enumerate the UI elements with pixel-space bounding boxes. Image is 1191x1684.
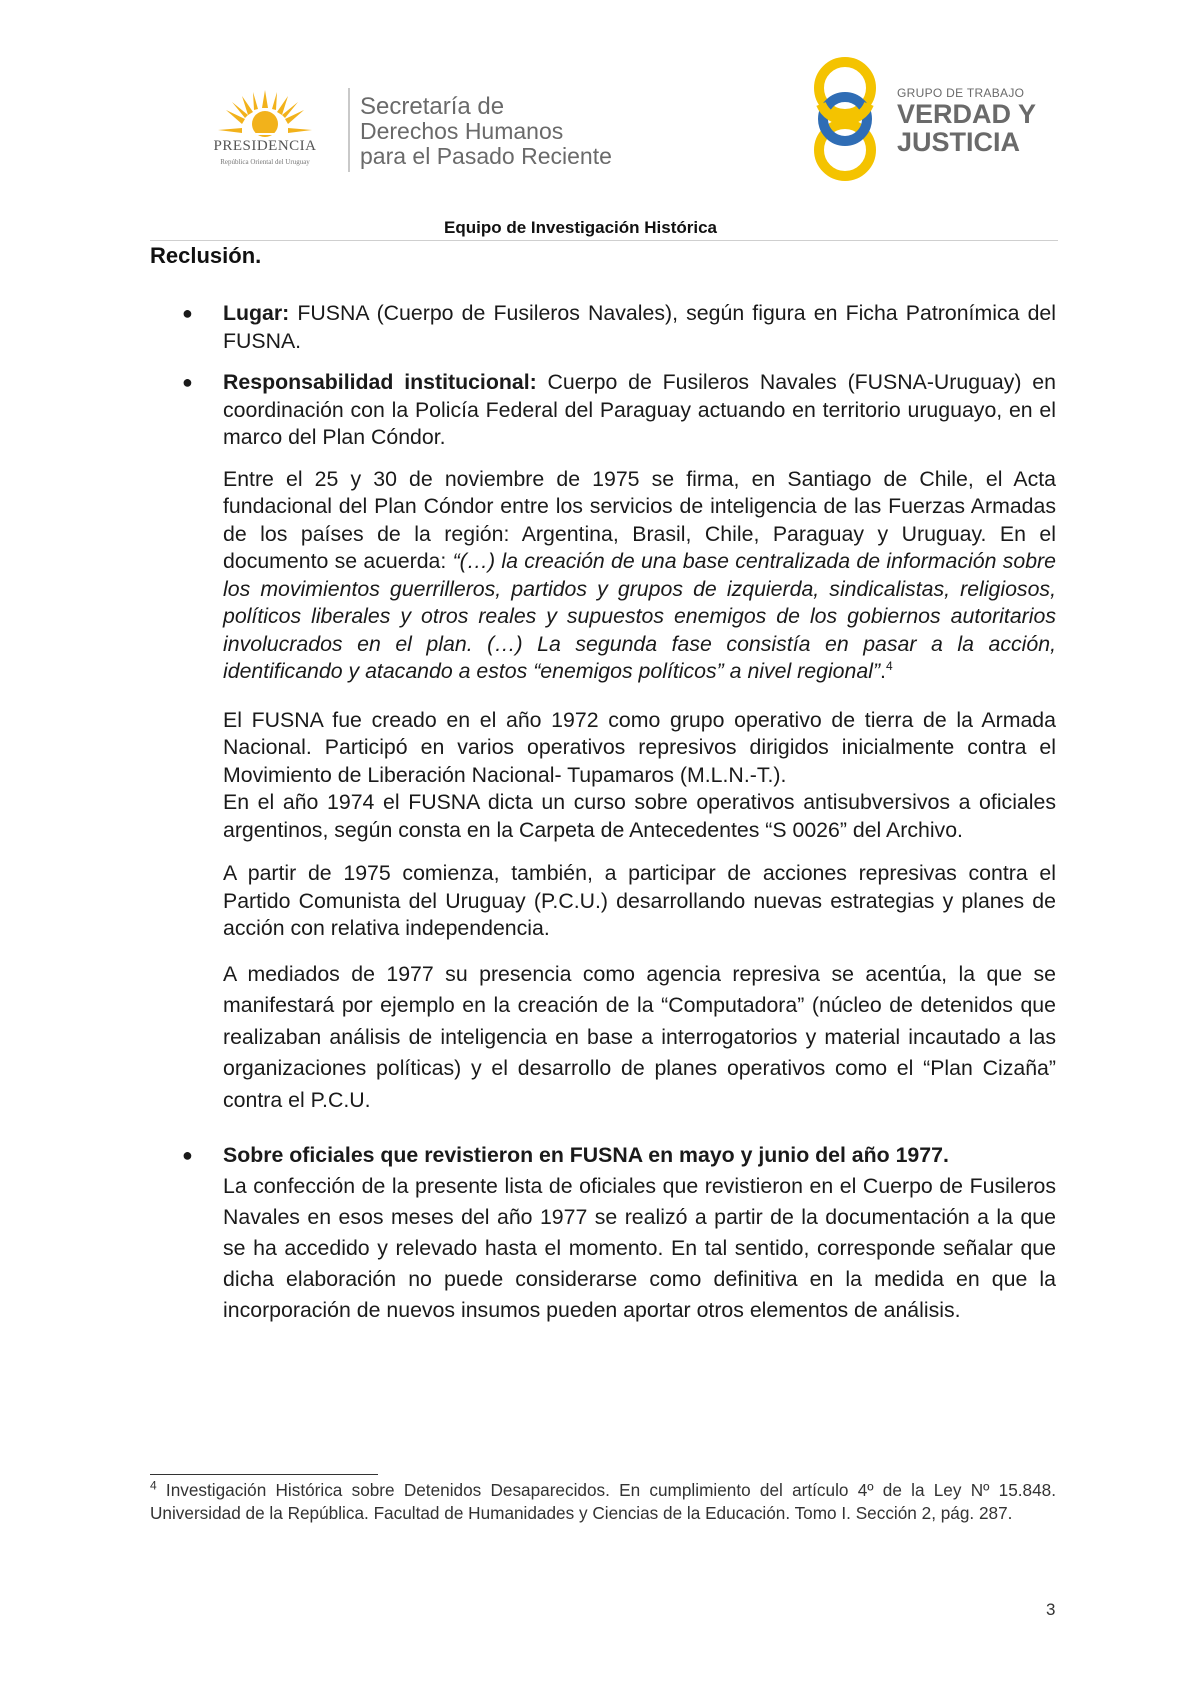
footnote (150, 1479, 1056, 1525)
logo-divider (348, 88, 350, 172)
lugar-paragraph (223, 300, 1056, 355)
gtvj-small-label: GRUPO DE TRABAJO (897, 86, 1025, 100)
secretaria-line-3: para el Pasado Reciente (360, 143, 612, 169)
verdad-justicia-text (897, 86, 1036, 156)
team-heading: Equipo de Investigación Histórica (444, 218, 717, 237)
list-item-lugar (150, 300, 1056, 355)
fusna-paragraph-2: En el año 1974 el FUSNA dicta un curso sobre operativos antisubversivos a oficiales argentinos, según consta en la Carpeta de Antecedentes “S 0026” del Archivo. (223, 790, 1056, 842)
bullet-icon: ● (182, 372, 193, 392)
fusna-paragraph-3: A partir de 1975 comienza, también, a participar de acciones represivas contra el Partido Comunista del Uruguay (P.C.U.) desarrollando nuevas estrategias y planes de acción con relativa independencia. (223, 861, 1056, 940)
gtvj-line-2: JUSTICIA (897, 127, 1021, 157)
fusna-paragraph-4: A mediados de 1977 su presencia como agencia represiva se acentúa, la que se manifestará por ejemplo en la creación de la “Computadora” (núcleo de detenidos que realizaban análisis de inteligencia en base a interrogatorios y material incautado a las organizaciones políticas) y el desarrollo de planes operativos como el “Plan Cizaña” contra el P.C.U. (223, 961, 1056, 1112)
document-body (150, 300, 1056, 1326)
secretaria-title (360, 94, 612, 169)
oficiales-heading: Sobre oficiales que revistieron en FUSNA en mayo y junio del año 1977. (223, 1143, 949, 1167)
presidencia-sublabel: República Oriental del Uruguay (220, 158, 310, 166)
responsabilidad-text: Cuerpo de Fusileros Navales (FUSNA-Uruguay) en coordinación con la Policía Federal del Paraguay actuando en territorio uruguayo, en el marco del Plan Cóndor. (223, 370, 1056, 449)
lugar-label: Lugar: (223, 301, 290, 325)
secretaria-line-1: Secretaría de (360, 93, 505, 120)
list-item-oficiales (150, 1140, 1056, 1326)
plan-condor-quote: “(…) la creación de una base centralizada de información sobre los movimientos guerrilleros, partidos y grupos de izquierda, sindicalistas, religiosos, políticos liberales y otros reales y supuestos enemigos de los gobiernos autoritarios involucrados en el plan. (…) La segunda fase consistía en pasar a la acción, identificando y atacando a estos “enemigos políticos” a nivel regional” (223, 549, 1056, 683)
plan-condor-end: . (880, 659, 886, 683)
list-item-responsabilidad (150, 369, 1056, 452)
page-number: 3 (1046, 1600, 1056, 1619)
secretaria-line-2: Derechos Humanos (360, 118, 564, 144)
responsabilidad-label: Responsabilidad institucional: (223, 370, 537, 394)
header-rule (150, 240, 1058, 241)
responsabilidad-paragraph (223, 369, 1056, 452)
presidencia-logo (190, 86, 340, 176)
bullet-icon: ● (182, 1145, 193, 1165)
presidencia-label: PRESIDENCIA (213, 138, 317, 154)
bullet-icon: ● (182, 303, 193, 323)
gtvj-line-1: VERDAD Y (897, 99, 1037, 129)
plan-condor-paragraph (150, 466, 1056, 686)
footnote-ref: 4 (885, 658, 893, 673)
footnote-text: Investigación Histórica sobre Detenidos Desaparecidos. En cumplimiento del artículo 4º de la Ley Nº 15.848. Universidad de la República. Facultad de Humanidades y Ciencias de la Educación. Tomo I. Sección 2, pág. 287. (150, 1480, 1056, 1523)
footnote-rule (150, 1474, 378, 1475)
plan-condor-intro: Entre el 25 y 30 de noviembre de 1975 se firma, en Santiago de Chile, el Acta fundacional del Plan Cóndor entre los servicios de inteligencia de las Fuerzas Armadas de los países de la región: Argentina, Brasil, Chile, Paraguay y Uruguay. En el documento se acuerda: (223, 466, 1056, 573)
section-title: Reclusión. (150, 243, 262, 268)
oficiales-text: La confección de la presente lista de oficiales que revistieron en el Cuerpo de Fusileros Navales en esos meses del año 1977 se realizó a partir de la documentación a la que se ha accedido y relevado hasta el momento. En tal sentido, corresponde señalar que dicha elaboración no puede considerarse como definitiva en la medida en que la incorporación de nuevos insumos pueden aportar otros elementos de análisis. (223, 1174, 1056, 1322)
footnote-number: 4 (150, 1478, 157, 1493)
rings-emblem-icon (800, 56, 890, 182)
fusna-paragraph-1: El FUSNA fue creado en el año 1972 como grupo operativo de tierra de la Armada Nacional. Participó en varios operativos represivos dirigidos inicialmente contra el Movimiento de Liberación Nacional- Tupamaros (M.L.N.-T.). (223, 707, 1056, 787)
lugar-text: FUSNA (Cuerpo de Fusileros Navales), según figura en Ficha Patronímica del FUSNA. (223, 301, 1056, 353)
verdad-justicia-logo (800, 56, 890, 182)
